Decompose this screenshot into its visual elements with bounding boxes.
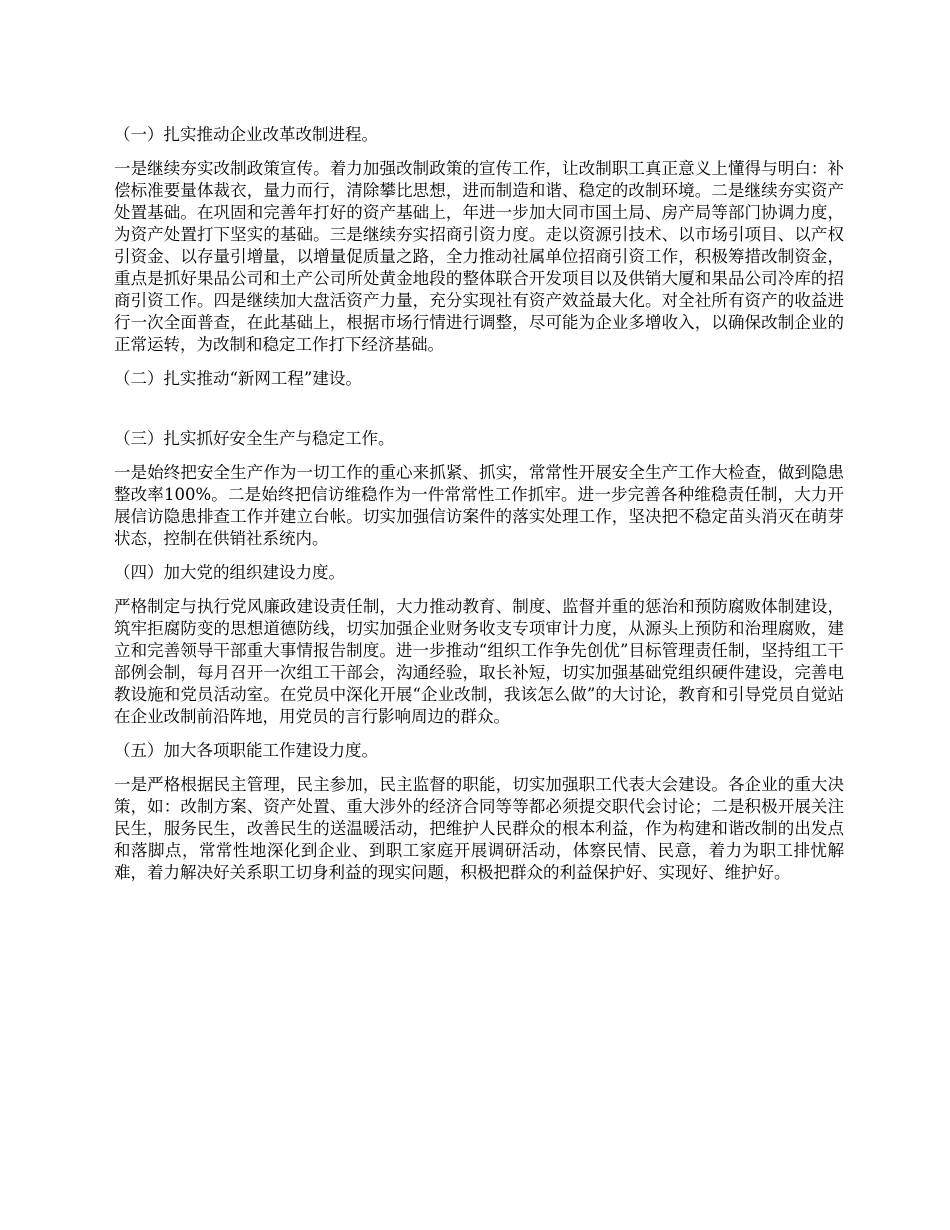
section-body-1: 一是继续夯实改制政策宣传。着力加强改制政策的宣传工作，让改制职工真正意义上懂得与明白：补偿标准要量体裁衣，量力而行，清除攀比思想，进而制造和谐、稳定的改制环境。二是继续夯实资产处置基础。在巩固和完善年打好的资产基础上，年进一步加大同市国土局、房产局等部门协调力度，为资产处置打下坚实的基础。三是继续夯实招商引资力度。走以资源引技术、以市场引项目、以产权引资金、以存量引增量，以增量促质量之路，全力推动社属单位招商引资工作，积极筹措改制资金，重点是抓好果品公司和土产公司所处黄金地段的整体联合开发项目以及供销大厦和果品公司冷库的招商引资工作。四是继续加大盘活资产力量，充分实现社有资产效益最大化。对全社所有资产的收益进行一次全面普查，在此基础上，根据市场行情进行调整，尽可能为企业多增收入，以确保改制企业的正常运转，为改制和稳定工作打下经济基础。 bbox=[114, 159, 844, 354]
section-heading-2: （二）扎实推动“新网工程”建设。 bbox=[114, 369, 362, 388]
blank-spacer bbox=[114, 402, 844, 428]
section-heading-5: （五）加大各项职能工作建设力度。 bbox=[114, 741, 378, 760]
section-heading-1: （一）扎实推动企业改革改制进程。 bbox=[114, 125, 378, 144]
section-body-3: 一是始终把安全生产作为一切工作的重心来抓紧、抓实，常常性开展安全生产工作大检查，做到隐患整改率100%。二是始终把信访维稳作为一件常常性工作抓牢。进一步完善各种维稳责任制，大力开展信访隐患排查工作并建立台帐。切实加强信访案件的落实处理工作，坚决把不稳定苗头消灭在萌芽状态，控制在供销社系统内。 bbox=[114, 463, 844, 548]
section-heading-4: （四）加大党的组织建设力度。 bbox=[114, 563, 345, 582]
section-body-4: 严格制定与执行党风廉政建设责任制，大力推动教育、制度、监督并重的惩治和预防腐败体制建设，筑牢拒腐防变的思想道德防线，切实加强企业财务收支专项审计力度，从源头上预防和治理腐败，建立和完善领导干部重大事情报告制度。进一步推动“组织工作争先创优”目标管理责任制，坚持组工干部例会制，每月召开一次组工干部会，沟通经验，取长补短，切实加强基础党组织硬件建设，完善电教设施和党员活动室。在党员中深化开展“企业改制，我该怎么做”的大讨论，教育和引导党员自觉站在企业改制前沿阵地，用党员的言行影响周边的群众。 bbox=[114, 597, 844, 726]
section-body-5: 一是严格根据民主管理，民主参加，民主监督的职能，切实加强职工代表大会建设。各企业的重大决策，如：改制方案、资产处置、重大涉外的经济合同等等都必须提交职代会讨论；二是积极开展关注民生，服务民生，改善民生的送温暖活动，把维护人民群众的根本利益，作为构建和谐改制的出发点和落脚点，常常性地深化到企业、到职工家庭开展调研活动，体察民情、民意，着力为职工排忧解难，着力解决好关系职工切身利益的现实问题，积极把群众的利益保护好、实现好、维护好。 bbox=[114, 775, 844, 882]
document-body bbox=[114, 124, 844, 896]
section-heading-3: （三）扎实抓好安全生产与稳定工作。 bbox=[114, 429, 395, 448]
